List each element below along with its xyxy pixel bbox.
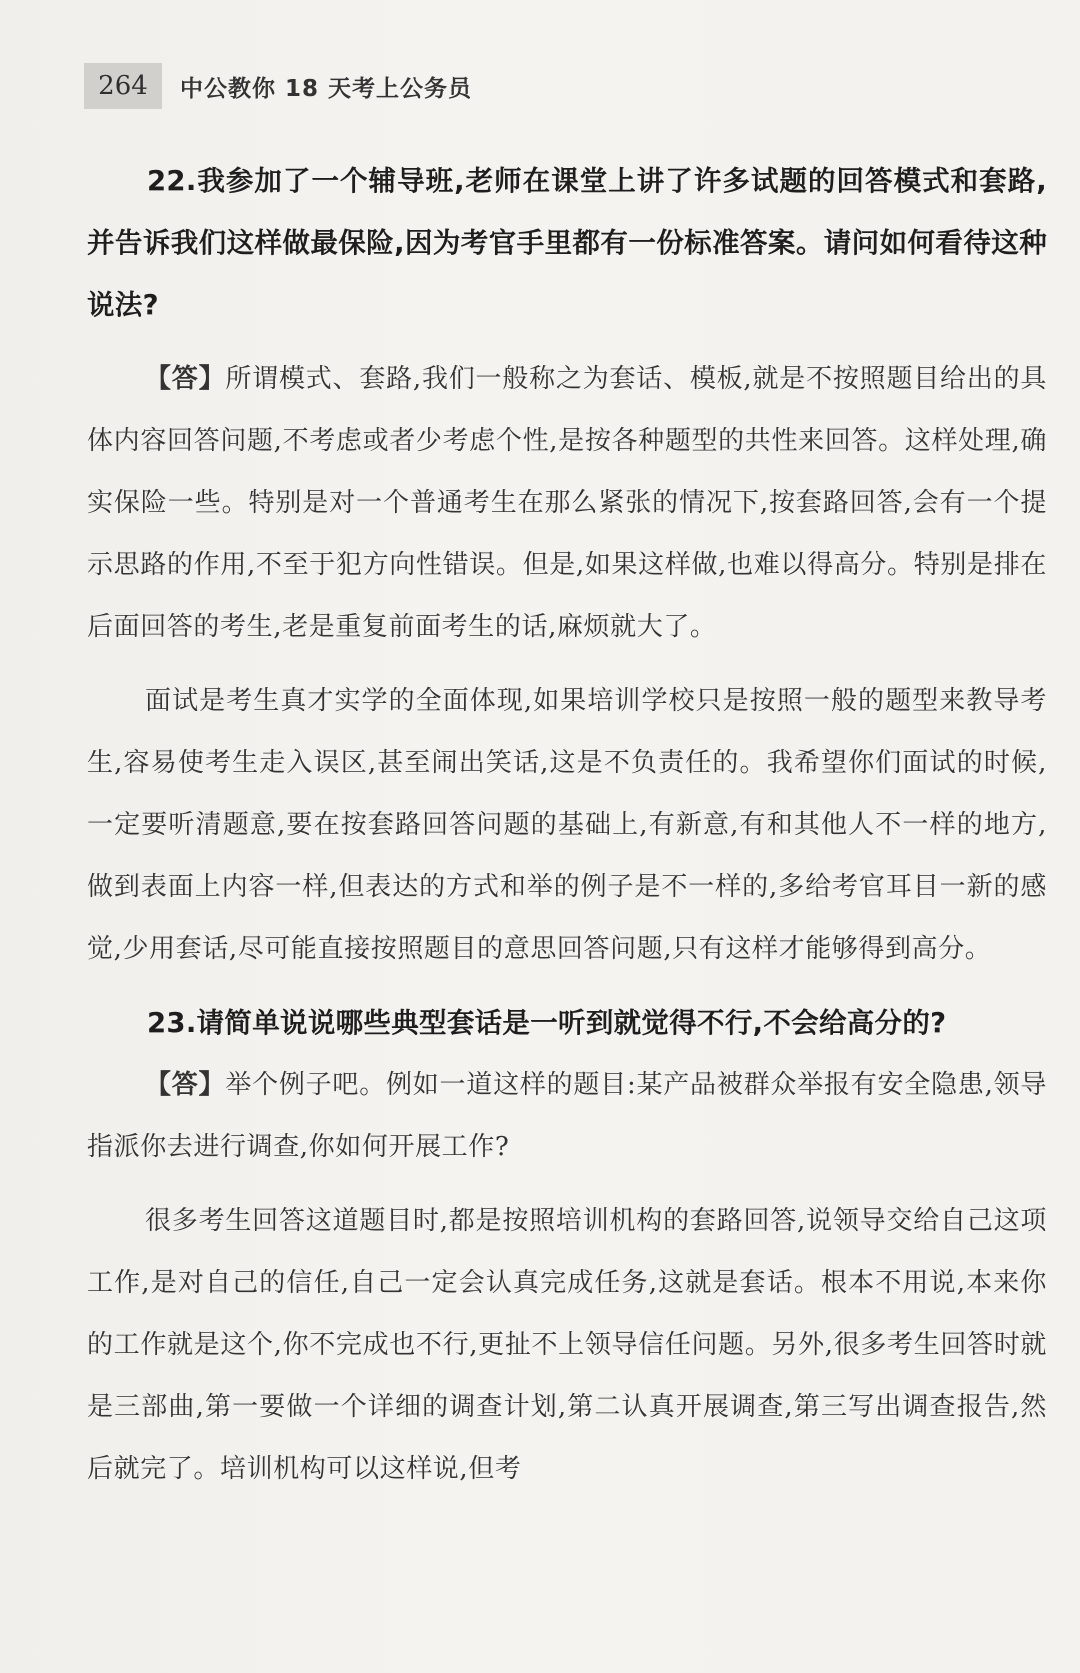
answer-22-paragraph-1: [87, 348, 1047, 658]
question-23: 23.请简单说说哪些典型套话是一听到就觉得不行,不会给高分的?: [147, 1007, 947, 1039]
answer-23-paragraph-1: [87, 1054, 1047, 1178]
answer-label: 【答】: [145, 1070, 226, 1100]
answer-label: 【答】: [145, 364, 226, 394]
question-22: 22.我参加了一个辅导班,老师在课堂上讲了许多试题的回答模式和套路,并告诉我们这样做最保险,因为考官手里都有一份标准答案。请问如何看待这种说法?: [87, 165, 1047, 321]
page-header: [84, 62, 472, 110]
page-content: [87, 150, 1047, 1500]
book-title: 中公教你 18 天考上公务员: [180, 75, 473, 102]
answer-22-text-1: 所谓模式、套路,我们一般称之为套话、模板,就是不按照题目给出的具体内容回答问题,不考虑或者少考虑个性,是按各种题型的共性来回答。这样处理,确实保险一些。特别是对一个普通考生在那么紧张的情况下,按套路回答,会有一个提示思路的作用,不至于犯方向性错误。但是,如果这样做,也难以得高分。特别是排在后面回答的考生,老是重复前面考生的话,麻烦就大了。: [87, 364, 1047, 642]
answer-22-paragraph-2: 面试是考生真才实学的全面体现,如果培训学校只是按照一般的题型来教导考生,容易使考生走入误区,甚至闹出笑话,这是不负责任的。我希望你们面试的时候,一定要听清题意,要在按套路回答问题的基础上,有新意,有和其他人不一样的地方,做到表面上内容一样,但表达的方式和举的例子是不一样的,多给考官耳目一新的感觉,少用套话,尽可能直接按照题目的意思回答问题,只有这样才能够得到高分。: [87, 686, 1047, 964]
answer-23-text-1: 举个例子吧。例如一道这样的题目:某产品被群众举报有安全隐患,领导指派你去进行调查,你如何开展工作?: [87, 1070, 1047, 1162]
page-number: 264: [84, 63, 162, 109]
answer-23-paragraph-2: 很多考生回答这道题目时,都是按照培训机构的套路回答,说领导交给自己这项工作,是对自己的信任,自己一定会认真完成任务,这就是套话。根本不用说,本来你的工作就是这个,你不完成也不行,更扯不上领导信任问题。另外,很多考生回答时就是三部曲,第一要做一个详细的调查计划,第二认真开展调查,第三写出调查报告,然后就完了。培训机构可以这样说,但考: [87, 1206, 1047, 1484]
